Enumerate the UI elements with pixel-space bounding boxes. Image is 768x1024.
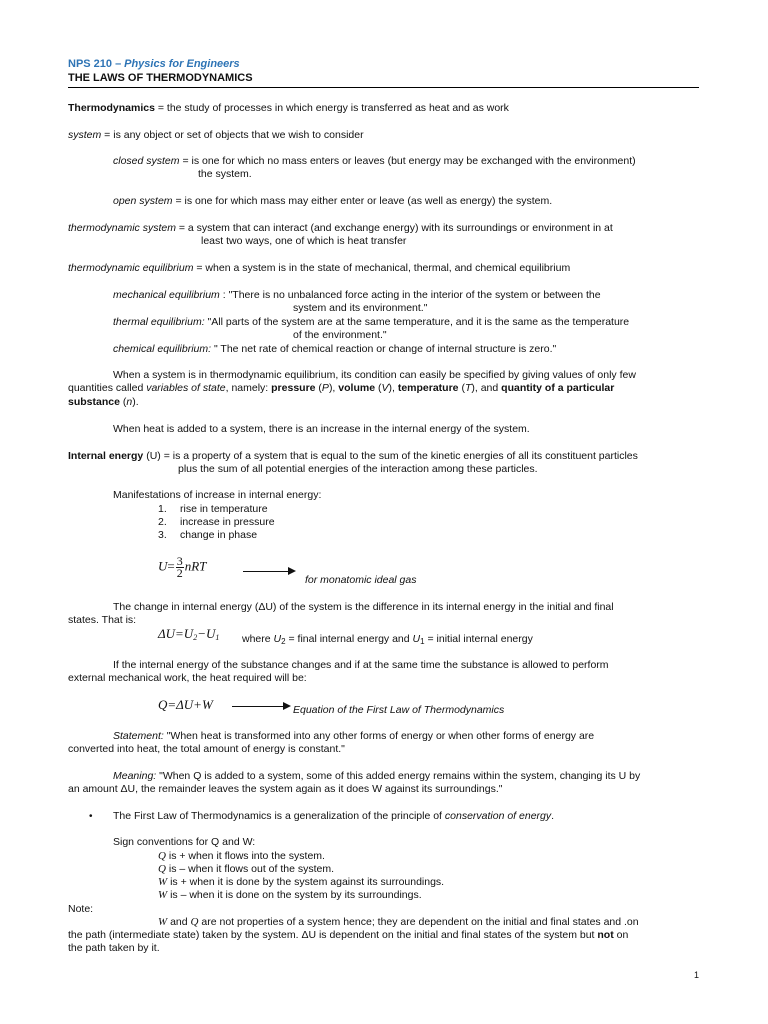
symbol: W xyxy=(158,876,168,888)
text: is – when it flows out of the system. xyxy=(165,863,335,875)
eq-part: =U xyxy=(175,626,194,641)
text: is + when it is done by the system against its surroundings. xyxy=(167,876,445,888)
meaning-line2: an amount ΔU, the remainder leaves the system again as it does W against its surroundings." xyxy=(68,783,503,795)
v-symbol: V xyxy=(381,382,389,394)
note-line3: the path taken by it. xyxy=(68,942,160,954)
sign-row xyxy=(158,889,422,902)
change-paragraph-line2: states. That is: xyxy=(68,614,137,626)
subscript: 1 xyxy=(420,637,425,646)
text: where xyxy=(242,633,274,645)
statement-line1 xyxy=(113,730,594,743)
course-title: Physics for Engineers xyxy=(124,58,240,70)
first-law-intro-line2: external mechanical work, the heat required will be: xyxy=(68,672,307,684)
def-thermal-equilibrium-cont: of the environment." xyxy=(293,329,387,341)
sign-row xyxy=(158,850,325,863)
meaning-label: Meaning: xyxy=(113,770,157,782)
def-chemical-equilibrium xyxy=(113,343,556,356)
text: , and xyxy=(474,382,502,394)
def-internal-energy-cont: plus the sum of all potential energies of the interaction among these particles. xyxy=(178,463,538,475)
list-item: rise in temperature xyxy=(180,503,268,515)
change-paragraph-line1: The change in internal energy (ΔU) of the system is the difference in its internal energy in the initial and final xyxy=(113,601,614,613)
text: quantities called xyxy=(68,382,147,394)
term: Internal energy xyxy=(68,450,144,462)
note-line2 xyxy=(68,929,628,942)
eq-equals: = xyxy=(167,558,175,574)
p-symbol: P xyxy=(321,382,329,394)
document-title: THE LAWS OF THERMODYNAMICS xyxy=(68,72,253,84)
subscript: 2 xyxy=(193,633,198,642)
arrow-line xyxy=(243,571,289,572)
equation-internal-energy xyxy=(158,556,206,579)
def-mechanical-equilibrium xyxy=(113,289,601,302)
definition: = is one for which no mass enters or leaves (but energy may be exchanged with the environment) xyxy=(179,155,636,167)
text: = final internal energy and xyxy=(285,633,413,645)
def-mechanical-equilibrium-cont: system and its environment." xyxy=(293,302,428,314)
def-thermodynamic-system xyxy=(68,222,613,235)
list-item-num: 3. xyxy=(158,529,167,541)
n-symbol: n xyxy=(126,396,133,408)
q-symbol: Q xyxy=(190,916,199,928)
term: Thermodynamics xyxy=(68,102,155,114)
def-open-system xyxy=(113,195,552,208)
text: "When Q is added to a system, some of this added energy remains within the system, changing its U by xyxy=(156,770,641,782)
symbol: (U) xyxy=(143,450,161,462)
text: , namely: xyxy=(225,382,272,394)
first-law-note: Equation of the First Law of Thermodynamics xyxy=(293,704,505,716)
definition: : "There is no unbalanced force acting in the interior of the system or between the xyxy=(219,289,601,301)
list-item-num: 2. xyxy=(158,516,167,528)
arrow-line xyxy=(232,706,284,707)
equation-first-law: Q=ΔU+W xyxy=(158,697,213,712)
term: mechanical equilibrium xyxy=(113,289,220,301)
eq-part: −U xyxy=(197,626,216,641)
def-closed-system-cont: the system. xyxy=(198,168,252,180)
note-line1 xyxy=(158,916,639,929)
emphasis: conservation of energy xyxy=(444,810,552,822)
def-thermal-equilibrium xyxy=(113,316,629,329)
text: is + when it flows into the system. xyxy=(165,850,325,862)
text: "When heat is transformed into any other forms of energy or when other forms of energy are xyxy=(163,730,595,742)
text: on xyxy=(613,929,629,941)
statement-line2: converted into heat, the total amount of energy is constant." xyxy=(68,743,345,755)
t-symbol: T xyxy=(464,382,472,394)
term: thermal equilibrium: xyxy=(113,316,205,328)
symbol: Q xyxy=(158,863,166,875)
definition: = a system that can interact (and exchange energy) with its surroundings or environment in at xyxy=(175,222,613,234)
eq-lhs: U xyxy=(158,558,168,574)
def-thermodynamic-equilibrium xyxy=(68,262,570,275)
where-clause xyxy=(242,633,533,648)
emphasis-not: not xyxy=(597,929,614,941)
symbol: Q xyxy=(158,850,166,862)
def-system xyxy=(68,129,364,142)
term: chemical equilibrium: xyxy=(113,343,212,355)
page-number: 1 xyxy=(694,970,700,980)
definition: = when a system is in the state of mechanical, thermal, and chemical equilibrium xyxy=(193,262,571,274)
subscript: 2 xyxy=(281,637,286,646)
list-item-num: 1. xyxy=(158,503,167,515)
list-item: change in phase xyxy=(180,529,258,541)
sign-row xyxy=(158,863,334,876)
u2: U xyxy=(273,633,282,645)
numerator: 3 xyxy=(176,554,183,568)
term: closed system xyxy=(113,155,180,167)
statement-label: Statement: xyxy=(113,730,164,742)
bullet-icon: • xyxy=(89,811,93,822)
header-rule xyxy=(68,87,699,88)
text: . xyxy=(551,810,555,822)
definition: " The net rate of chemical reaction or change of internal structure is zero." xyxy=(211,343,557,355)
first-law-bullet-text xyxy=(113,810,554,823)
equation-note: for monatomic ideal gas xyxy=(305,574,417,586)
def-thermodynamics xyxy=(68,102,509,115)
variables-of-state: variables of state xyxy=(146,382,226,394)
pressure: pressure xyxy=(271,382,316,394)
meaning-line1 xyxy=(113,770,640,783)
definition: = is a property of a system that is equal to the sum of the kinetic energies of all its constituent particles xyxy=(160,450,638,462)
definition: = is one for which mass may either enter or leave (as well as energy) the system. xyxy=(172,195,553,207)
text: The First Law of Thermodynamics is a generalization of the principle of xyxy=(113,810,445,822)
eq-rhs: nRT xyxy=(184,558,207,574)
state-paragraph-line2: quantities called variables of state, namely: pressure (P), volume (V), temperature (T), and quantity of a particular xyxy=(68,382,615,394)
denominator: 2 xyxy=(176,566,183,580)
quantity: quantity of a particular xyxy=(501,382,615,394)
manifestations-title: Manifestations of increase in internal energy: xyxy=(113,489,322,501)
def-closed-system xyxy=(113,155,636,168)
subscript: 1 xyxy=(215,633,220,642)
term: thermodynamic equilibrium xyxy=(68,262,194,274)
substance: substance xyxy=(68,396,120,408)
term: system xyxy=(68,129,102,141)
fraction xyxy=(176,556,184,579)
arrow-right-icon xyxy=(288,567,296,575)
equation-delta-u xyxy=(158,627,219,644)
sign-conventions-title: Sign conventions for Q and W: xyxy=(113,836,256,848)
note-label: Note: xyxy=(68,903,94,915)
text: is – when it is done on the system by its surroundings. xyxy=(167,889,422,901)
heat-added-line: When heat is added to a system, there is an increase in the internal energy of the system. xyxy=(113,423,530,435)
list-item: increase in pressure xyxy=(180,516,275,528)
arrow-right-icon xyxy=(283,702,291,710)
text: are not properties of a system hence; they are dependent on the initial and final states and .on xyxy=(198,916,639,928)
sign-row xyxy=(158,876,444,889)
temperature: temperature xyxy=(397,382,459,394)
w-symbol: W xyxy=(158,916,168,928)
volume: volume xyxy=(338,382,376,394)
term: open system xyxy=(113,195,173,207)
eq-part: ΔU xyxy=(158,626,176,641)
definition: = the study of processes in which energy is transferred as heat and as work xyxy=(154,102,509,114)
course-header xyxy=(68,58,240,71)
text: the path (intermediate state) taken by the system. ΔU is dependent on the initial and final states of the system but xyxy=(68,929,598,941)
definition: "All parts of the system are at the same temperature, and it is the same as the temperature xyxy=(204,316,630,328)
first-law-intro-line1: If the internal energy of the substance changes and if at the same time the substance is allowed to perform xyxy=(113,659,609,671)
def-thermodynamic-system-cont: least two ways, one of which is heat transfer xyxy=(201,235,407,247)
text: and xyxy=(167,916,191,928)
state-paragraph-line3: substance (n). xyxy=(68,396,139,408)
symbol: W xyxy=(158,889,168,901)
course-code: NPS 210 – xyxy=(68,58,122,70)
def-internal-energy xyxy=(68,450,638,463)
u1: U xyxy=(412,633,421,645)
state-paragraph-line1: When a system is in thermodynamic equilibrium, its condition can easily be specified by giving values of only few xyxy=(113,369,636,381)
text: = initial internal energy xyxy=(424,633,533,645)
term: thermodynamic system xyxy=(68,222,176,234)
definition: = is any object or set of objects that we wish to consider xyxy=(101,129,364,141)
